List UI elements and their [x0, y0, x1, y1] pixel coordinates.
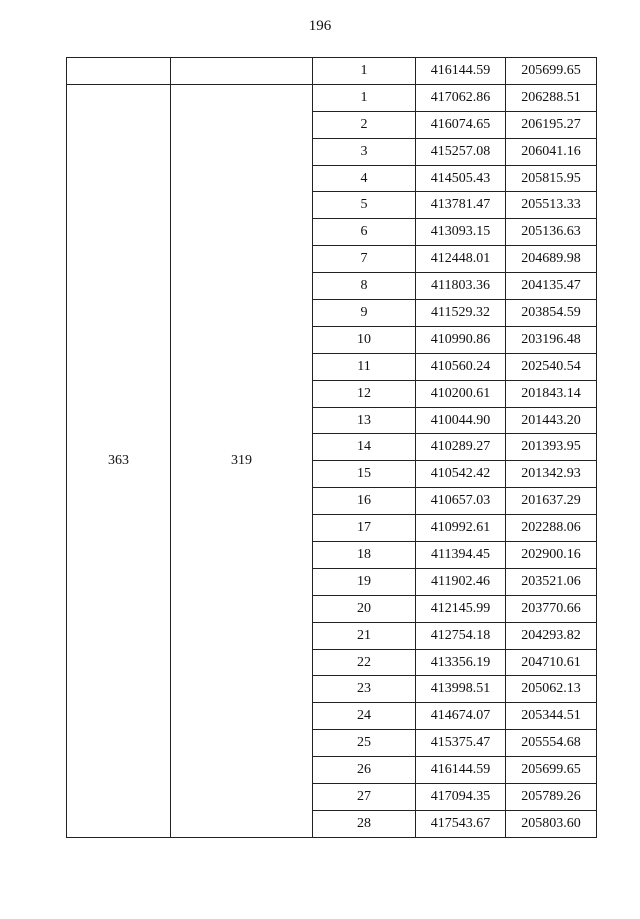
cell-point-number: 14 [313, 434, 416, 461]
cell-x-coordinate: 413093.15 [416, 219, 506, 246]
cell-x-coordinate: 414674.07 [416, 703, 506, 730]
cell-y-coordinate: 205815.95 [506, 165, 597, 192]
cell-point-number: 17 [313, 515, 416, 542]
cell-col2-merged: 319 [171, 84, 313, 837]
cell-y-coordinate: 205803.60 [506, 810, 597, 837]
cell-y-coordinate: 205136.63 [506, 219, 597, 246]
cell-x-coordinate: 411902.46 [416, 568, 506, 595]
cell-y-coordinate: 202288.06 [506, 515, 597, 542]
cell-x-coordinate: 417094.35 [416, 784, 506, 811]
cell-y-coordinate: 204710.61 [506, 649, 597, 676]
cell-y-coordinate: 205554.68 [506, 730, 597, 757]
cell-point-number: 15 [313, 461, 416, 488]
cell-x-coordinate: 410542.42 [416, 461, 506, 488]
cell-x-coordinate: 410560.24 [416, 353, 506, 380]
cell-y-coordinate: 204689.98 [506, 246, 597, 273]
coordinates-table-body [67, 58, 597, 838]
cell-point-number: 5 [313, 192, 416, 219]
cell-y-coordinate: 206195.27 [506, 111, 597, 138]
cell-x-coordinate: 412448.01 [416, 246, 506, 273]
page-number: 196 [308, 18, 332, 34]
cell-x-coordinate: 412754.18 [416, 622, 506, 649]
cell-x-coordinate: 412145.99 [416, 595, 506, 622]
cell-y-coordinate: 201443.20 [506, 407, 597, 434]
cell-y-coordinate: 204293.82 [506, 622, 597, 649]
cell-y-coordinate: 206288.51 [506, 84, 597, 111]
cell-x-coordinate: 416144.59 [416, 58, 506, 85]
cell-x-coordinate: 416074.65 [416, 111, 506, 138]
cell-y-coordinate: 202900.16 [506, 542, 597, 569]
cell-y-coordinate: 205513.33 [506, 192, 597, 219]
cell-point-number: 23 [313, 676, 416, 703]
cell-point-number: 27 [313, 784, 416, 811]
cell-point-number: 12 [313, 380, 416, 407]
cell-y-coordinate: 204135.47 [506, 273, 597, 300]
cell-y-coordinate: 203521.06 [506, 568, 597, 595]
cell-y-coordinate: 201393.95 [506, 434, 597, 461]
cell-point-number: 25 [313, 730, 416, 757]
table-row-continued [67, 58, 597, 85]
cell-x-coordinate: 415375.47 [416, 730, 506, 757]
cell-y-coordinate: 205344.51 [506, 703, 597, 730]
cell-col1 [67, 58, 171, 85]
cell-x-coordinate: 410990.86 [416, 326, 506, 353]
cell-point-number: 20 [313, 595, 416, 622]
cell-point-number: 13 [313, 407, 416, 434]
cell-col1-merged: 363 [67, 84, 171, 837]
cell-x-coordinate: 417062.86 [416, 84, 506, 111]
cell-point-number: 7 [313, 246, 416, 273]
cell-point-number: 9 [313, 300, 416, 327]
cell-y-coordinate: 203770.66 [506, 595, 597, 622]
cell-point-number: 16 [313, 488, 416, 515]
cell-x-coordinate: 413998.51 [416, 676, 506, 703]
cell-point-number: 6 [313, 219, 416, 246]
cell-x-coordinate: 414505.43 [416, 165, 506, 192]
cell-x-coordinate: 410992.61 [416, 515, 506, 542]
cell-y-coordinate: 201843.14 [506, 380, 597, 407]
coordinates-table [66, 57, 597, 838]
cell-point-number: 21 [313, 622, 416, 649]
cell-y-coordinate: 201342.93 [506, 461, 597, 488]
cell-point-number: 26 [313, 757, 416, 784]
cell-x-coordinate: 411394.45 [416, 542, 506, 569]
cell-x-coordinate: 410044.90 [416, 407, 506, 434]
cell-point-number: 1 [313, 84, 416, 111]
table-row [67, 84, 597, 111]
cell-point-number: 28 [313, 810, 416, 837]
cell-y-coordinate: 203854.59 [506, 300, 597, 327]
cell-col2 [171, 58, 313, 85]
cell-y-coordinate: 203196.48 [506, 326, 597, 353]
cell-y-coordinate: 205789.26 [506, 784, 597, 811]
cell-x-coordinate: 410657.03 [416, 488, 506, 515]
cell-point-number: 22 [313, 649, 416, 676]
cell-x-coordinate: 413356.19 [416, 649, 506, 676]
cell-y-coordinate: 205699.65 [506, 58, 597, 85]
cell-x-coordinate: 416144.59 [416, 757, 506, 784]
cell-point-number: 3 [313, 138, 416, 165]
cell-point-number: 1 [313, 58, 416, 85]
cell-point-number: 19 [313, 568, 416, 595]
cell-x-coordinate: 417543.67 [416, 810, 506, 837]
cell-y-coordinate: 206041.16 [506, 138, 597, 165]
cell-point-number: 8 [313, 273, 416, 300]
cell-y-coordinate: 202540.54 [506, 353, 597, 380]
cell-point-number: 24 [313, 703, 416, 730]
cell-point-number: 2 [313, 111, 416, 138]
cell-x-coordinate: 411529.32 [416, 300, 506, 327]
cell-y-coordinate: 205062.13 [506, 676, 597, 703]
cell-y-coordinate: 201637.29 [506, 488, 597, 515]
cell-point-number: 18 [313, 542, 416, 569]
cell-point-number: 11 [313, 353, 416, 380]
cell-x-coordinate: 411803.36 [416, 273, 506, 300]
cell-x-coordinate: 410200.61 [416, 380, 506, 407]
cell-x-coordinate: 410289.27 [416, 434, 506, 461]
cell-x-coordinate: 413781.47 [416, 192, 506, 219]
cell-x-coordinate: 415257.08 [416, 138, 506, 165]
cell-y-coordinate: 205699.65 [506, 757, 597, 784]
cell-point-number: 10 [313, 326, 416, 353]
cell-point-number: 4 [313, 165, 416, 192]
